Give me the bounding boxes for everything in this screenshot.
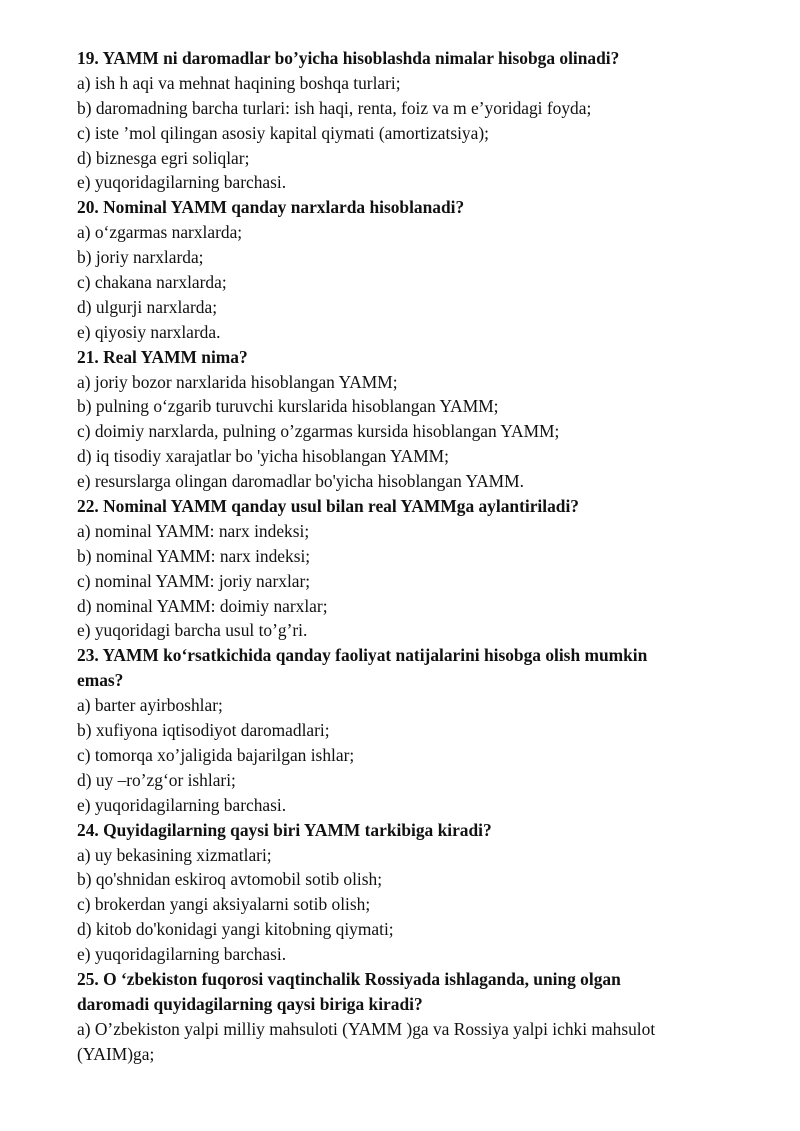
document-page — [77, 46, 737, 1067]
question-23-option-d: d) uy –ro’zg‘or ishlari; — [77, 769, 236, 790]
question-23-option-e: e) yuqoridagilarning barchasi. — [77, 794, 287, 815]
question-21-option-d: d) iq tisodiy xarajatlar bo 'yicha hisoblangan YAMM; — [77, 446, 449, 467]
question-25-title-line1: 25. O ‘zbekiston fuqorosi vaqtinchalik Rossiyada ishlaganda, uning olgan — [77, 968, 621, 989]
question-24-option-e: e) yuqoridagilarning barchasi. — [77, 944, 287, 965]
question-19-option-d: d) biznesga egri soliqlar; — [77, 147, 250, 168]
question-25-title-line2: daromadi quyidagilarning qaysi biriga kiradi? — [77, 993, 423, 1014]
question-22-option-c: c) nominal YAMM: joriy narxlar; — [77, 570, 311, 591]
question-25-option-a-line1: a) O’zbekiston yalpi milliy mahsuloti (YAMM )ga va Rossiya yalpi ichki mahsulot — [77, 1018, 656, 1039]
question-24-title: 24. Quyidagilarning qaysi biri YAMM tarkibiga kiradi? — [77, 819, 492, 840]
question-20-option-d: d) ulgurji narxlarda; — [77, 296, 218, 317]
question-20-option-c: c) chakana narxlarda; — [77, 272, 227, 293]
question-24-option-b: b) qo'shnidan eskiroq avtomobil sotib olish; — [77, 869, 383, 890]
question-24-option-c: c) brokerdan yangi aksiyalarni sotib olish; — [77, 894, 371, 915]
question-20-title: 20. Nominal YAMM qanday narxlarda hisoblanadi? — [77, 197, 465, 218]
question-22-option-b: b) nominal YAMM: narx indeksi; — [77, 545, 311, 566]
question-21-title: 21. Real YAMM nima? — [77, 346, 248, 367]
question-24-option-d: d) kitob do'konidagi yangi kitobning qiymati; — [77, 919, 394, 940]
question-23-title-line2: emas? — [77, 670, 124, 691]
question-21-option-a: a) joriy bozor narxlarida hisoblangan YAMM; — [77, 371, 398, 392]
question-19-option-c: c) iste ’mol qilingan asosiy kapital qiymati (amortizatsiya); — [77, 122, 489, 143]
question-21-option-b: b) pulning o‘zgarib turuvchi kurslarida hisoblangan YAMM; — [77, 396, 499, 417]
question-23-option-a: a) barter ayirboshlar; — [77, 695, 223, 716]
question-23-option-c: c) tomorqa xo’jaligida bajarilgan ishlar; — [77, 744, 355, 765]
question-22-option-a: a) nominal YAMM: narx indeksi; — [77, 520, 310, 541]
question-20-option-e: e) qiyosiy narxlarda. — [77, 321, 221, 342]
question-21-option-c: c) doimiy narxlarda, pulning o’zgarmas kursida hisoblangan YAMM; — [77, 421, 560, 442]
question-20-option-a: a) o‘zgarmas narxlarda; — [77, 222, 243, 243]
question-19-option-e: e) yuqoridagilarning barchasi. — [77, 172, 287, 193]
question-22-option-e: e) yuqoridagi barcha usul to’g’ri. — [77, 620, 308, 641]
question-23-option-b: b) xufiyona iqtisodiyot daromadlari; — [77, 720, 330, 741]
question-22-option-d: d) nominal YAMM: doimiy narxlar; — [77, 595, 328, 616]
question-22-title: 22. Nominal YAMM qanday usul bilan real YAMMga aylantiriladi? — [77, 496, 579, 517]
question-19-option-b: b) daromadning barcha turlari: ish haqi, renta, foiz va m e’yoridagi foyda; — [77, 97, 592, 118]
question-19-option-a: a) ish h aqi va mehnat haqining boshqa turlari; — [77, 72, 401, 93]
question-19-title: 19. YAMM ni daromadlar bo’yicha hisoblashda nimalar hisobga olinadi? — [77, 48, 620, 68]
question-24-option-a: a) uy bekasining xizmatlari; — [77, 844, 272, 865]
question-21-option-e: e) resurslarga olingan daromadlar bo'yicha hisoblangan YAMM. — [77, 471, 524, 492]
question-20-option-b: b) joriy narxlarda; — [77, 247, 204, 268]
question-23-title-line1: 23. YAMM ko‘rsatkichida qanday faoliyat natijalarini hisobga olish mumkin — [77, 645, 648, 666]
question-25-option-a-line2: (YAIM)ga; — [77, 1043, 155, 1064]
